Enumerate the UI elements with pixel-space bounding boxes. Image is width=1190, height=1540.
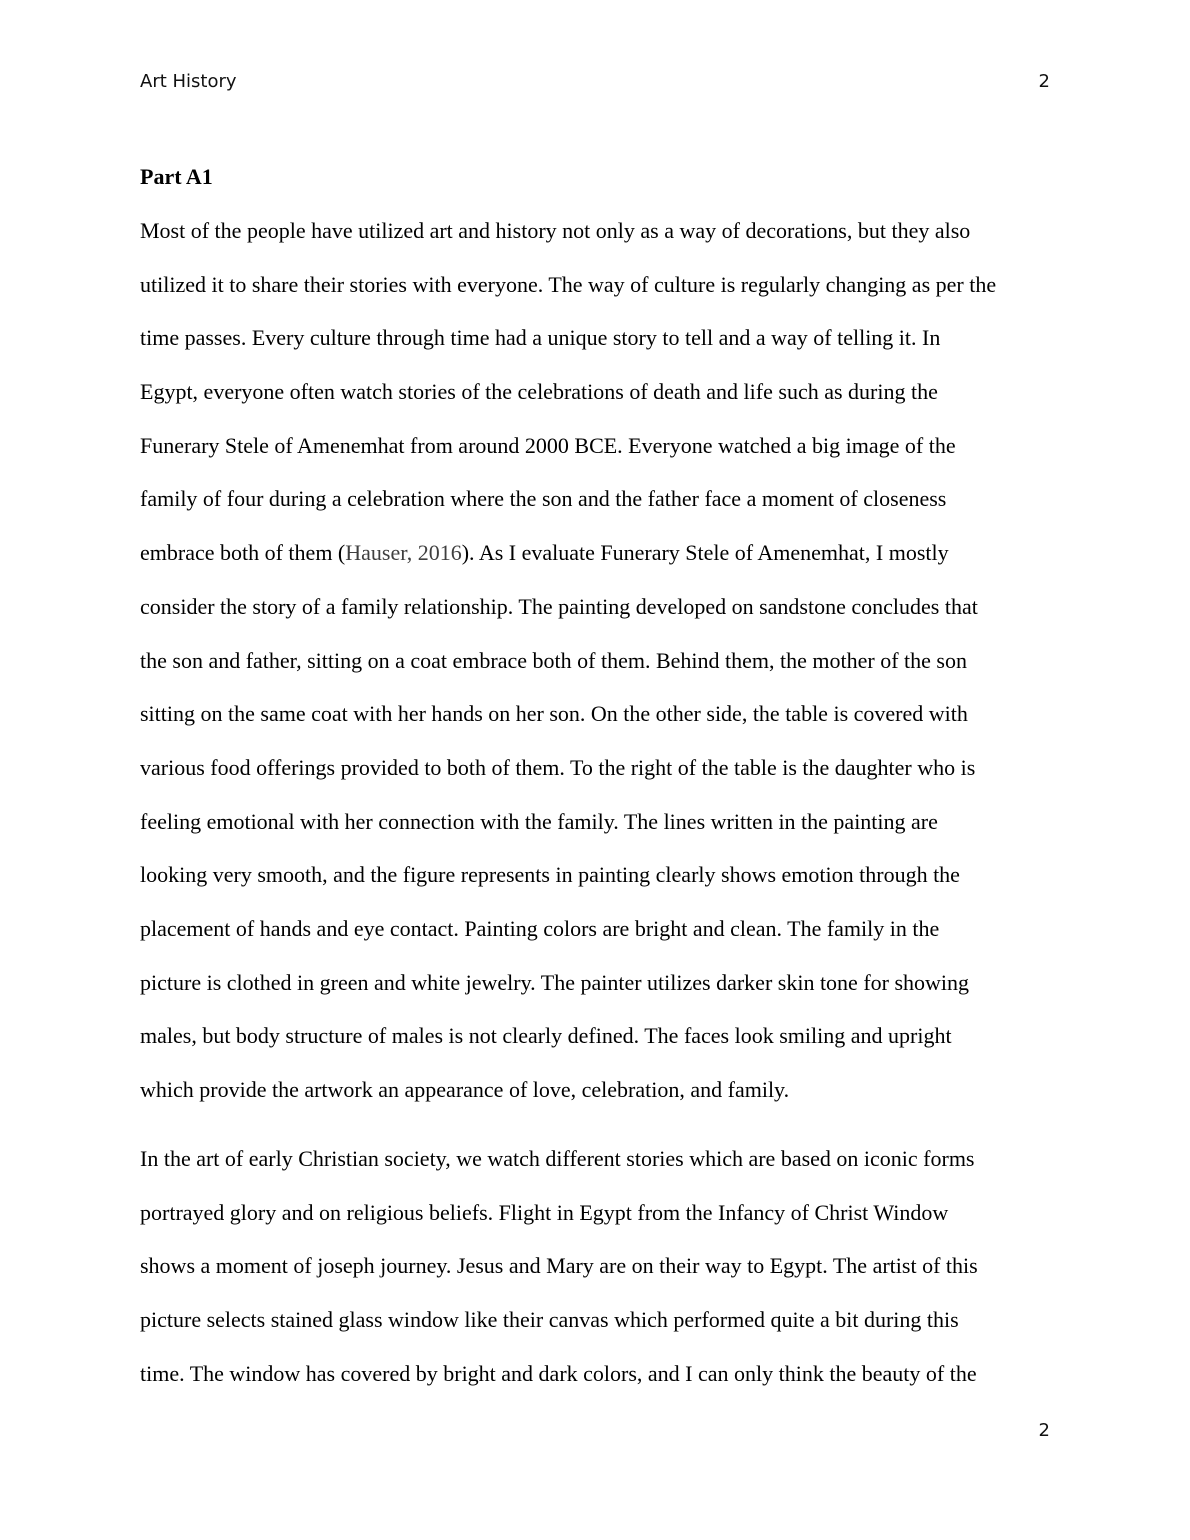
line-text-before-citation: embrace both of them ( [140,540,346,566]
paragraph-line: time passes. Every culture through time had a unique story to tell and a way of telling it. In [140,325,941,351]
header-page-number: 2 [1038,71,1050,92]
paragraph-line: placement of hands and eye contact. Painting colors are bright and clean. The family in the [140,915,940,941]
paragraph-line: family of four during a celebration where the son and the father face a moment of closeness [140,486,947,512]
paragraph-1 [140,204,1080,1117]
line-text-after-citation: ). As I evaluate Funerary Stele of Amenemhat, I mostly [461,540,949,566]
paragraph-line: feeling emotional with her connection with the family. The lines written in the painting are [140,808,938,834]
paragraph-line: various food offerings provided to both of them. To the right of the table is the daughter who is [140,754,976,780]
paragraph-line: utilized it to share their stories with everyone. The way of culture is regularly changing as per the [140,271,997,297]
paragraph-line: males, but body structure of males is not clearly defined. The faces look smiling and upright [140,1023,952,1049]
paragraph-line: which provide the artwork an appearance of love, celebration, and family. [140,1077,790,1102]
paragraph-line: the son and father, sitting on a coat embrace both of them. Behind them, the mother of the son [140,647,967,673]
paragraph-2 [140,1132,1080,1400]
paragraph-line: time. The window has covered by bright and dark colors, and I can only think the beauty of the [140,1360,977,1386]
paragraph-line: portrayed glory and on religious beliefs. Flight in Egypt from the Infancy of Christ Window [140,1199,949,1225]
paragraph-line: Funerary Stele of Amenemhat from around 2000 BCE. Everyone watched a big image of the [140,432,956,458]
paragraph-line: picture is clothed in green and white jewelry. The painter utilizes darker skin tone for showing [140,969,970,995]
paragraph-line: shows a moment of joseph journey. Jesus and Mary are on their way to Egypt. The artist of this [140,1253,978,1279]
paragraph-line: In the art of early Christian society, we watch different stories which are based on iconic forms [140,1146,975,1171]
footer-page-number: 2 [1038,1420,1050,1441]
paragraph-line: looking very smooth, and the figure represents in painting clearly shows emotion through the [140,862,960,888]
paragraph-line: picture selects stained glass window like their canvas which performed quite a bit during this [140,1307,959,1333]
paragraph-line: consider the story of a family relationship. The painting developed on sandstone concludes that [140,593,978,619]
paragraph-line-with-citation [140,526,1080,580]
paragraph-line: Egypt, everyone often watch stories of the celebrations of death and life such as during the [140,379,938,405]
paragraph-line: Most of the people have utilized art and history not only as a way of decorations, but they also [140,218,971,243]
running-header-title: Art History [140,71,237,92]
paragraph-line: sitting on the same coat with her hands on her son. On the other side, the table is covered with [140,701,968,727]
citation: Hauser, 2016 [345,540,462,566]
section-heading: Part A1 [140,164,213,189]
